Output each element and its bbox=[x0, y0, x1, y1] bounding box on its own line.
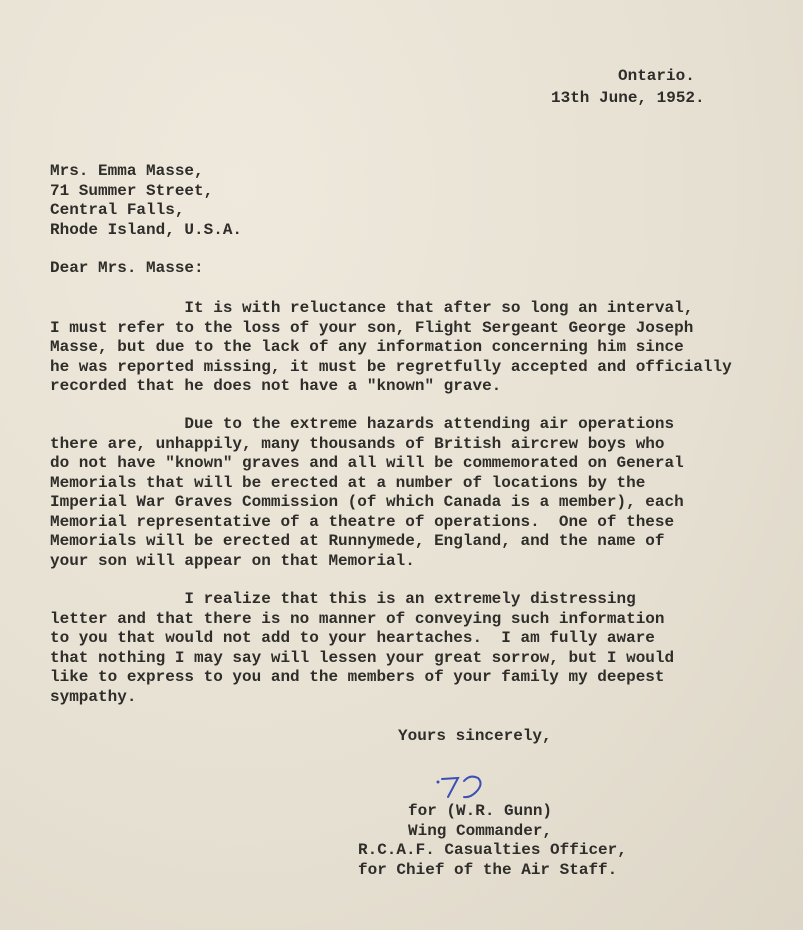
text-line: sympathy. bbox=[50, 687, 137, 706]
closing: Yours sincerely, bbox=[398, 727, 552, 745]
text-line: there are, unhappily, many thousands of British aircrew boys who bbox=[50, 434, 665, 453]
handwritten-signature bbox=[432, 770, 502, 804]
text-line: your son will appear on that Memorial. bbox=[50, 551, 415, 570]
recipient-address bbox=[50, 162, 242, 240]
text-line: I realize that this is an extremely distressing bbox=[50, 590, 636, 608]
signature-block bbox=[358, 802, 627, 880]
paragraph-3 bbox=[50, 590, 674, 707]
text-line: do not have "known" graves and all will be commemorated on General bbox=[50, 454, 684, 472]
text-line: Memorials will be erected at Runnymede, England, and the name of bbox=[50, 532, 665, 550]
address-line: 71 Summer Street, bbox=[50, 181, 214, 200]
text-line: like to express to you and the members of your family my deepest bbox=[50, 668, 665, 686]
paragraph-2 bbox=[50, 415, 684, 571]
address-line: Rhode Island, U.S.A. bbox=[50, 220, 243, 239]
text-line: Memorial representative of a theatre of operations. One of these bbox=[50, 512, 675, 531]
text-line: Imperial War Graves Commission (of which Canada is a member), each bbox=[50, 493, 684, 511]
text-line: I must refer to the loss of your son, Flight Sergeant George Joseph bbox=[50, 318, 694, 337]
text-line: Memorials that will be erected at a number of locations by the bbox=[50, 473, 646, 492]
text-line: Masse, but due to the lack of any information concerning him since bbox=[50, 338, 684, 356]
salutation: Dear Mrs. Masse: bbox=[50, 259, 204, 277]
text-line: that nothing I may say will lessen your great sorrow, but I would bbox=[50, 648, 675, 667]
text-line: It is with reluctance that after so long an interval, bbox=[50, 299, 694, 317]
letter-date: 13th June, 1952. bbox=[551, 89, 705, 107]
paragraph-1 bbox=[50, 299, 732, 397]
signatory-title: R.C.A.F. Casualties Officer, bbox=[358, 841, 627, 859]
signatory-rank: Wing Commander, bbox=[408, 821, 553, 840]
text-line: he was reported missing, it must be regretfully accepted and officially bbox=[50, 357, 732, 376]
signatory-office: for Chief of the Air Staff. bbox=[358, 860, 618, 879]
address-line: Central Falls, bbox=[50, 201, 185, 219]
letter-place: Ontario. bbox=[618, 67, 695, 85]
text-line: Due to the extreme hazards attending air operations bbox=[50, 415, 675, 433]
text-line: letter and that there is no manner of conveying such information bbox=[50, 609, 665, 628]
text-line: to you that would not add to your heartaches. I am fully aware bbox=[50, 629, 655, 647]
signatory-name: for (W.R. Gunn) bbox=[408, 802, 553, 820]
text-line: recorded that he does not have a "known" grave. bbox=[50, 377, 502, 395]
address-line: Mrs. Emma Masse, bbox=[50, 162, 204, 180]
